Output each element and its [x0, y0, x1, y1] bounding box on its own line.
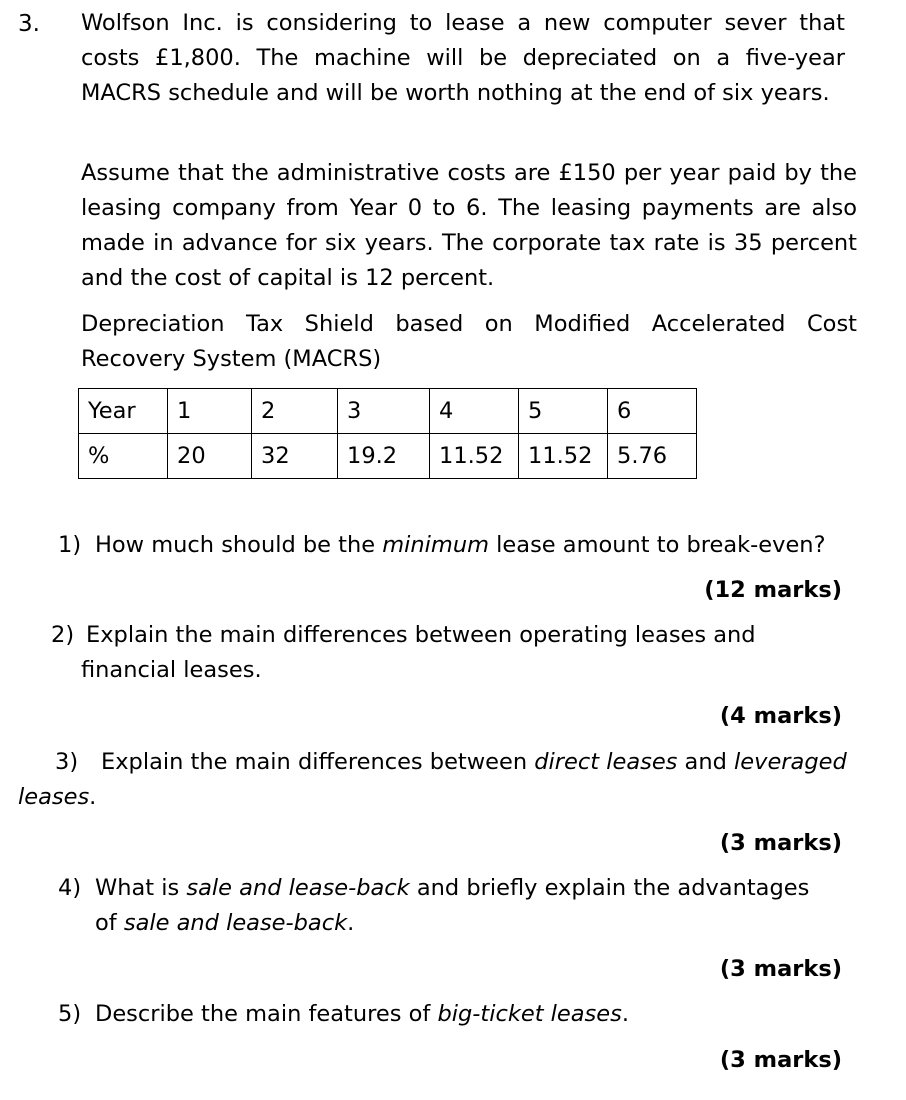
table-cell: 5	[519, 389, 608, 434]
question-number: 3.	[18, 11, 40, 37]
sub-question-3	[55, 745, 847, 780]
macrs-year-row	[79, 389, 697, 434]
sub-question-text: of	[95, 910, 124, 936]
sub-question-emphasis: sale and lease-back	[123, 910, 348, 936]
table-cell: 2	[252, 389, 338, 434]
sub-question-3-line-2	[18, 780, 96, 815]
table-cell: 4	[430, 389, 519, 434]
sub-question-emphasis: direct leases	[534, 749, 678, 775]
sub-question-text: Describe the main features of	[95, 1001, 438, 1027]
sub-question-2-line-2: financial leases.	[81, 657, 262, 683]
sub-question-5	[58, 997, 629, 1032]
sub-question-emphasis: leveraged	[734, 749, 847, 775]
table-cell: 11.52	[519, 434, 608, 479]
marks-label: (3 marks)	[719, 1047, 842, 1073]
macrs-percent-row	[79, 434, 697, 479]
sub-question-4-line-2	[95, 906, 354, 941]
sub-question-number: 5)	[58, 1001, 82, 1027]
marks-label: (12 marks)	[704, 577, 842, 603]
sub-question-text: and briefly explain the advantages	[409, 875, 810, 901]
sub-question-text: .	[89, 784, 97, 810]
table-cell: 6	[608, 389, 697, 434]
marks-label: (3 marks)	[719, 830, 842, 856]
table-cell: 3	[338, 389, 430, 434]
macrs-table	[78, 388, 697, 479]
sub-question-text: and	[677, 749, 735, 775]
sub-question-number: 2)	[51, 622, 75, 648]
sub-question-emphasis: leases	[18, 784, 90, 810]
sub-question-number: 1)	[58, 532, 82, 558]
sub-question-number: 4)	[58, 875, 82, 901]
sub-question-text: How much should be the	[95, 532, 383, 558]
sub-question-text: Explain the main differences between	[101, 749, 535, 775]
sub-question-number: 3)	[55, 749, 79, 775]
sub-question-1	[58, 528, 826, 563]
table-cell: 1	[168, 389, 252, 434]
table-cell: Year	[79, 389, 168, 434]
sub-question-text: .	[347, 910, 355, 936]
table-cell: 20	[168, 434, 252, 479]
intro-paragraph-2: Assume that the administrative costs are £150 per year paid by the leasing company from Year 0 to 6. The leasing payments are also made in advance for six years. The corporate tax rate is 35 percent and the cost of capital is 12 percent.	[81, 160, 857, 291]
sub-question-text: .	[621, 1001, 629, 1027]
sub-question-emphasis: sale and lease-back	[186, 875, 410, 901]
intro-paragraph-3: Depreciation Tax Shield based on Modified Accelerated Cost Recovery System (MACRS)	[81, 311, 857, 372]
table-cell: 19.2	[338, 434, 430, 479]
table-cell: 11.52	[430, 434, 519, 479]
marks-label: (3 marks)	[719, 956, 842, 982]
sub-question-text: Explain the main differences between operating leases and	[86, 622, 756, 648]
sub-question-emphasis: big-ticket leases	[437, 1001, 622, 1027]
sub-question-text: What is	[95, 875, 187, 901]
sub-question-emphasis: minimum	[382, 532, 490, 558]
sub-question-text: lease amount to break-even?	[489, 532, 826, 558]
table-cell: %	[79, 434, 168, 479]
table-cell: 32	[252, 434, 338, 479]
marks-label: (4 marks)	[719, 703, 842, 729]
sub-question-4	[58, 871, 809, 906]
intro-paragraph-1: Wolfson Inc. is considering to lease a new computer sever that costs £1,800. The machine will be depreciated on a five-year MACRS schedule and will be worth nothing at the end of six years.	[81, 10, 845, 106]
table-cell: 5.76	[608, 434, 697, 479]
sub-question-2	[51, 618, 756, 653]
